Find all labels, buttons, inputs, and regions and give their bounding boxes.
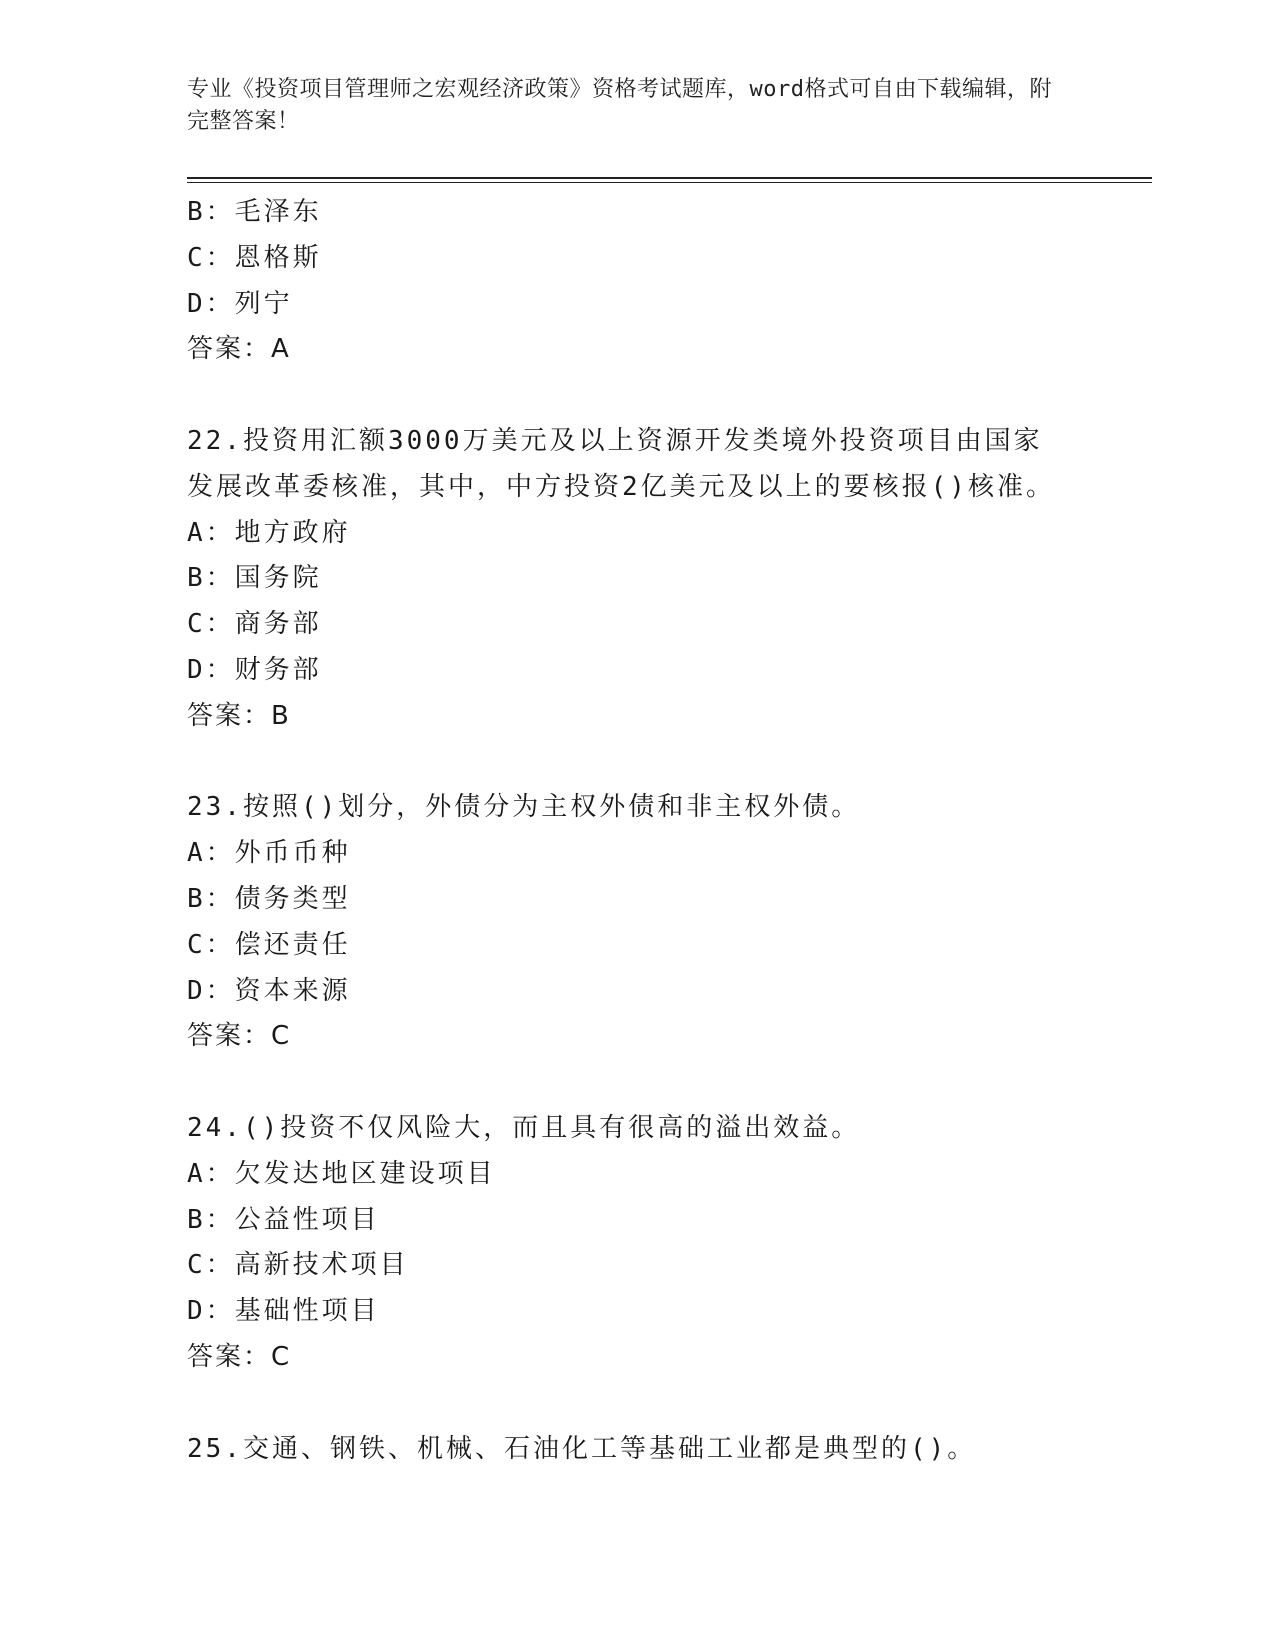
option-c: C：偿还责任 — [187, 929, 351, 960]
option-d: D：资本来源 — [187, 975, 351, 1006]
option-d: D：列宁 — [187, 288, 293, 319]
question-21-continued — [187, 190, 1147, 373]
question-text: 25.交通、钢铁、机械、石油化工等基础工业都是典型的()。 — [187, 1433, 977, 1464]
question-25 — [187, 1427, 1147, 1473]
answer: 答案：C — [187, 1341, 292, 1372]
option-c: C：高新技术项目 — [187, 1250, 409, 1281]
answer: 答案：A — [187, 334, 291, 365]
option-d: D：基础性项目 — [187, 1296, 380, 1327]
option-a: A：欠发达地区建设项目 — [187, 1158, 496, 1189]
option-c: C：恩格斯 — [187, 242, 322, 273]
option-b: B：债务类型 — [187, 883, 351, 914]
option-c: C：商务部 — [187, 609, 322, 640]
option-b: B：公益性项目 — [187, 1204, 380, 1235]
option-a: A：地方政府 — [187, 517, 351, 548]
document-header: 专业《投资项目管理师之宏观经济政策》资格考试题库，word格式可自由下载编辑，附完整答案！ — [187, 77, 1052, 134]
question-list — [187, 190, 1147, 1472]
question-text: 22.投资用汇额3000万美元及以上资源开发类境外投资项目由国家发展改革委核准，其中，中方投资2亿美元及以上的要核报()核准。 — [187, 425, 1055, 502]
answer: 答案：C — [187, 1021, 292, 1052]
question-22 — [187, 419, 1147, 740]
option-a: A：外币币种 — [187, 838, 351, 869]
option-b: B：国务院 — [187, 563, 322, 594]
answer: 答案：B — [187, 700, 291, 731]
question-text: 24.()投资不仅风险大，而且具有很高的溢出效益。 — [187, 1112, 861, 1143]
option-d: D：财务部 — [187, 654, 322, 685]
question-23 — [187, 785, 1147, 1060]
header-divider-thin — [187, 182, 1152, 183]
option-b: B：毛泽东 — [187, 197, 322, 227]
question-text: 23.按照()划分，外债分为主权外债和非主权外债。 — [187, 792, 861, 823]
question-24 — [187, 1106, 1147, 1381]
header-divider — [187, 177, 1152, 179]
